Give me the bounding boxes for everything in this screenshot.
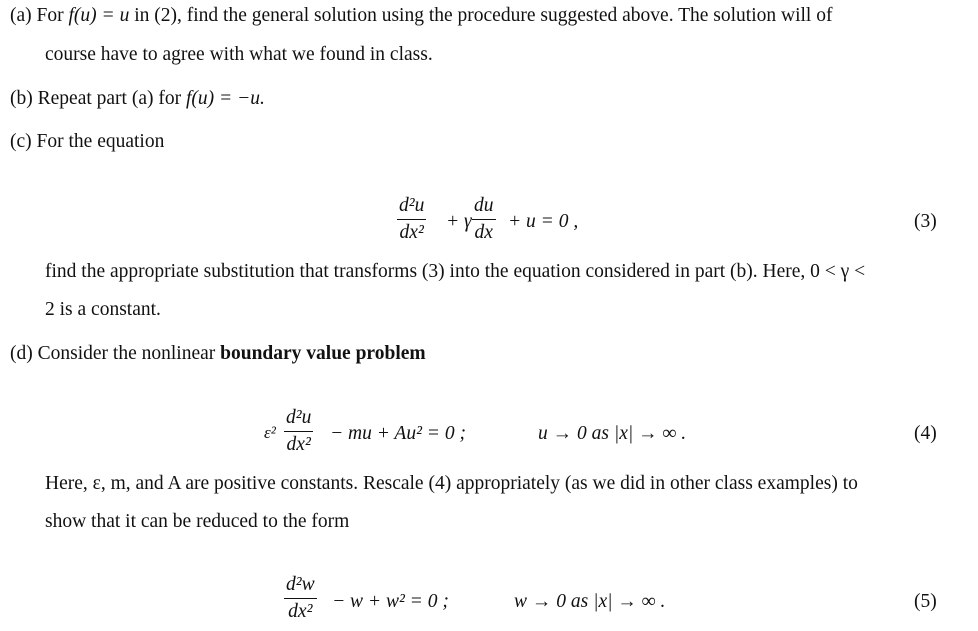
eq4-eps2: ε² (264, 423, 276, 442)
part-a-paren-u: (u) (73, 5, 97, 26)
part-d-text-start: Consider the nonlinear (37, 343, 221, 364)
eq5-frac (284, 575, 317, 621)
part-a-eq-u: = u (96, 5, 130, 26)
part-a-label: (a) (10, 5, 32, 26)
eq5-frac-den: dx² (288, 600, 313, 622)
part-b-label: (b) (10, 88, 33, 109)
part-c-follow1: find the appropriate substitution that transforms (3) into the equation considered in part (b). Here, 0 < γ < (45, 261, 866, 282)
eq4-number: (4) (914, 423, 937, 444)
eq3-frac2-den: dx (474, 221, 493, 243)
part-b-line (10, 89, 265, 109)
eq3-frac2-num: du (472, 196, 496, 220)
part-c-follow2: 2 is a constant. (45, 299, 161, 320)
eq3-frac2 (472, 196, 496, 242)
part-c-label: (c) (10, 131, 32, 152)
part-d-label: (d) (10, 343, 33, 364)
part-c-text: For the equation (36, 131, 165, 152)
part-a-text-mid: in (2), find the general solution using the procedure suggested above. The solution will of (129, 5, 833, 26)
eq5-number: (5) (914, 591, 937, 612)
eq4-middle: − mu + Au² = 0 ; (330, 423, 466, 444)
part-a-text-start: For (36, 5, 69, 26)
part-d-follow2: show that it can be reduced to the form (45, 511, 350, 532)
part-a-f: f (68, 5, 74, 26)
eq3-frac1-den: dx² (399, 221, 424, 243)
eq3-tail: + u = 0 , (508, 211, 579, 232)
eq5-bc: w → 0 as |x| → ∞ . (514, 591, 666, 612)
part-d-line (10, 344, 426, 364)
part-a-line2: course have to agree with what we found in class. (45, 44, 433, 65)
part-b-f: f (185, 88, 192, 109)
eq4-bc: u → 0 as |x| → ∞ . (538, 423, 687, 444)
eq3-frac1-num: d²u (397, 196, 426, 220)
part-d-follow1: Here, ε, m, and A are positive constants. Rescale (4) appropriately (as we did in other class examples) to (45, 473, 858, 494)
eq5-frac-num: d²w (284, 575, 317, 599)
part-b-rhs: = −u. (214, 88, 265, 109)
part-a-line1 (10, 6, 832, 26)
eq3-plus-gamma: + γ (446, 211, 472, 232)
eq5-middle: − w + w² = 0 ; (332, 591, 449, 612)
part-b-arg: (u) (191, 88, 215, 109)
part-d-bold: boundary value problem (220, 343, 426, 364)
eq4-frac-num: d²u (284, 408, 313, 432)
eq3-frac1 (397, 196, 426, 242)
eq4-frac-den: dx² (286, 433, 311, 455)
eq4-frac (284, 408, 313, 454)
eq3-number: (3) (914, 211, 937, 232)
part-b-text-start: Repeat part (a) for (37, 88, 186, 109)
part-c-line (10, 132, 164, 152)
